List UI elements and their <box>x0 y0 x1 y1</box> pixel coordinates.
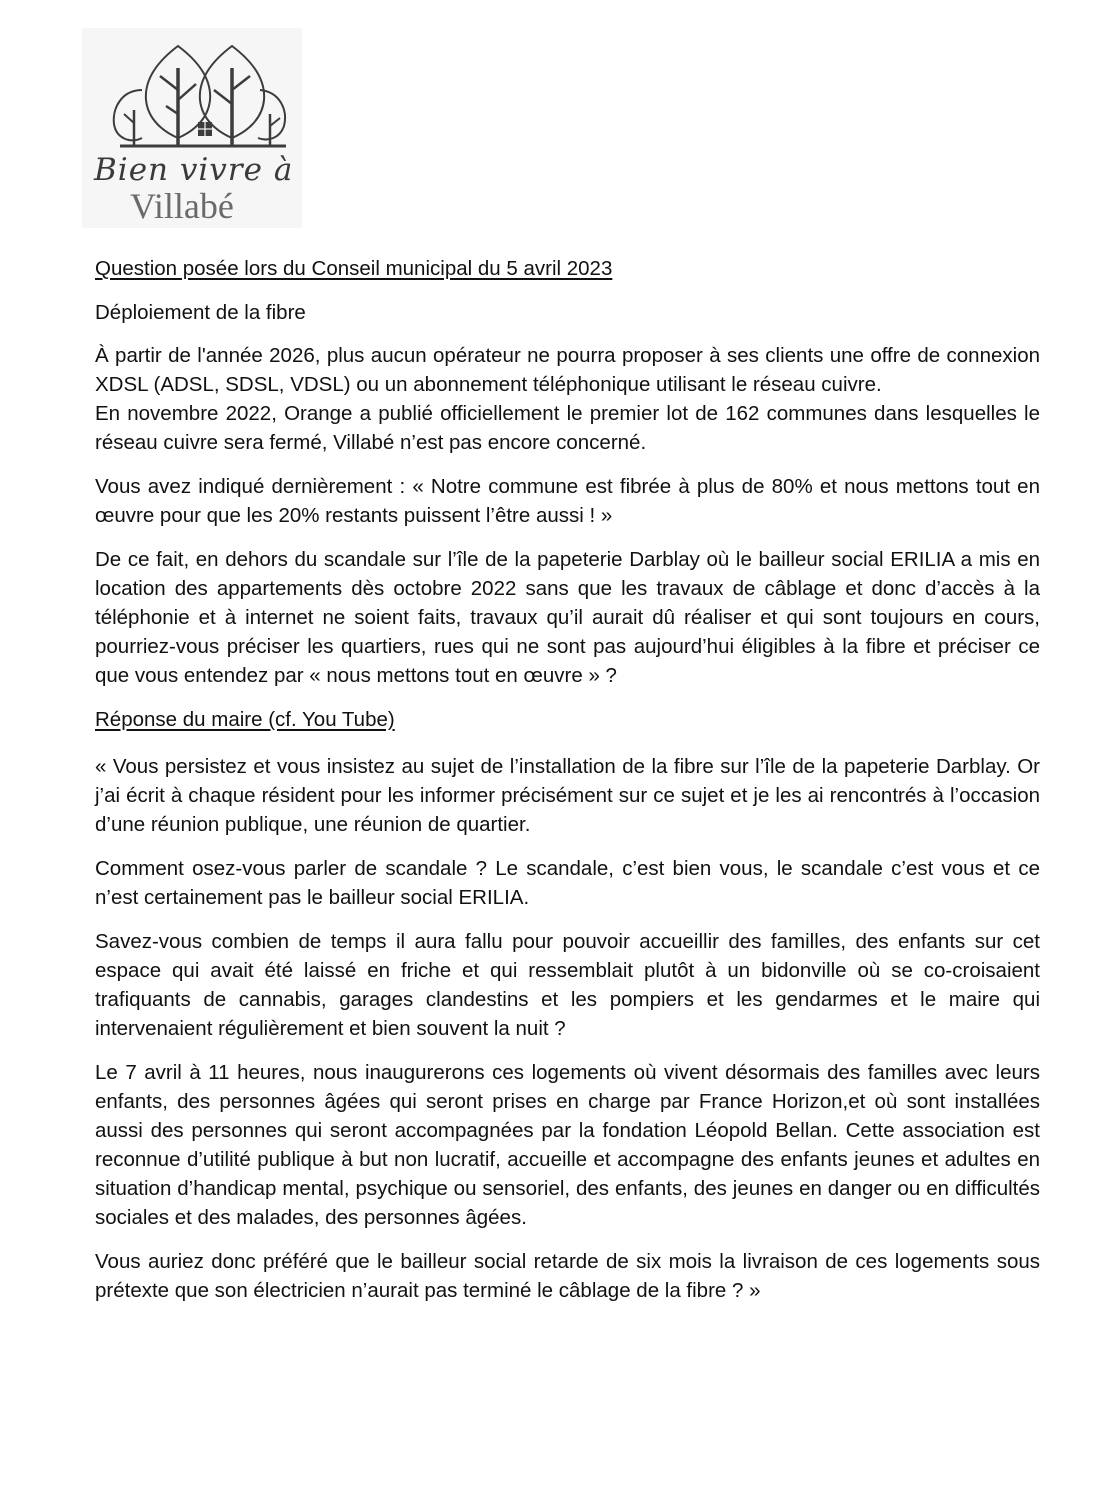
response-paragraph-5: Vous auriez donc préféré que le bailleur social retarde de six mois la livraison de ces logements sous prétexte que son électricien n’aurait pas terminé le câblage de la fibre ? » <box>95 1250 1040 1302</box>
question-heading: Question posée lors du Conseil municipal du 5 avril 2023 <box>95 257 613 280</box>
logo-town-name: Villabé <box>130 186 234 226</box>
trees-house-icon <box>82 28 302 153</box>
logo-script-text: Bien vivre à <box>94 152 294 188</box>
response-paragraph-1: « Vous persistez et vous insistez au sujet de l’installation de la fibre sur l’île de la papeterie Darblay. Or j’ai écrit à chaque résident pour les informer précisément sur ce sujet et je les ai rencontrés à l’occasion d’une réunion publique, une réunion de quartier. <box>95 755 1040 836</box>
question-paragraph-2: Vous avez indiqué dernièrement : « Notre commune est fibrée à plus de 80% et nous mettons tout en œuvre pour que les 20% restants puissent l’être aussi ! » <box>95 475 1040 527</box>
question-paragraph-1-line-1: À partir de l'année 2026, plus aucun opérateur ne pourra proposer à ses clients une offre de connexion XDSL (ADSL, SDSL, VDSL) ou un abonnement téléphonique utilisant le réseau cuivre. <box>95 344 1040 396</box>
response-paragraph-2: Comment osez-vous parler de scandale ? Le scandale, c’est bien vous, le scandale c’est vous et ce n’est certainement pas le bailleur social ERILIA. <box>95 857 1040 909</box>
question-subject: Déploiement de la fibre <box>95 301 306 324</box>
question-paragraph-1-line-2: En novembre 2022, Orange a publié officiellement le premier lot de 162 communes dans lesquelles le réseau cuivre sera fermé, Villabé n’est pas encore concerné. <box>95 402 1040 454</box>
response-paragraph-4: Le 7 avril à 11 heures, nous inaugurerons ces logements où vivent désormais des familles avec leurs enfants, des personnes âgées qui seront prises en charge par France Horizon,et où sont installées aussi des personnes qui seront accompagnées par la fondation Léopold Bellan. Cette association est reconnue d’utilité publique à but non lucratif, accueille et accompagne des enfants jeunes et adultes en situation d’handicap mental, psychique ou sensoriel, des enfants, des jeunes en danger ou en difficultés sociales et des malades, des personnes âgées. <box>95 1061 1040 1229</box>
document-body <box>95 254 1040 1320</box>
bien-vivre-a-villabe-logo <box>82 28 302 228</box>
response-paragraph-3: Savez-vous combien de temps il aura fallu pour pouvoir accueillir des familles, des enfants sur cet espace qui avait été laissé en friche et qui ressemblait plutôt à un bidonville où se co-croisaient trafiquants de cannabis, garages clandestins et les pompiers et les gendarmes et le maire qui intervenaient régulièrement et bien souvent la nuit ? <box>95 930 1040 1040</box>
question-paragraph-1 <box>95 341 1040 457</box>
question-paragraph-3: De ce fait, en dehors du scandale sur l’île de la papeterie Darblay où le bailleur social ERILIA a mis en location des appartements dès octobre 2022 sans que les travaux de câblage et donc d’accès à la téléphonie et à internet ne soient faits, travaux qu’il aurait dû réaliser et qui sont toujours en cours, pourriez-vous préciser les quartiers, rues qui ne sont pas aujourd’hui éligibles à la fibre et préciser ce que vous entendez par « nous mettons tout en œuvre » ? <box>95 548 1040 687</box>
response-heading: Réponse du maire (cf. You Tube) <box>95 708 395 731</box>
